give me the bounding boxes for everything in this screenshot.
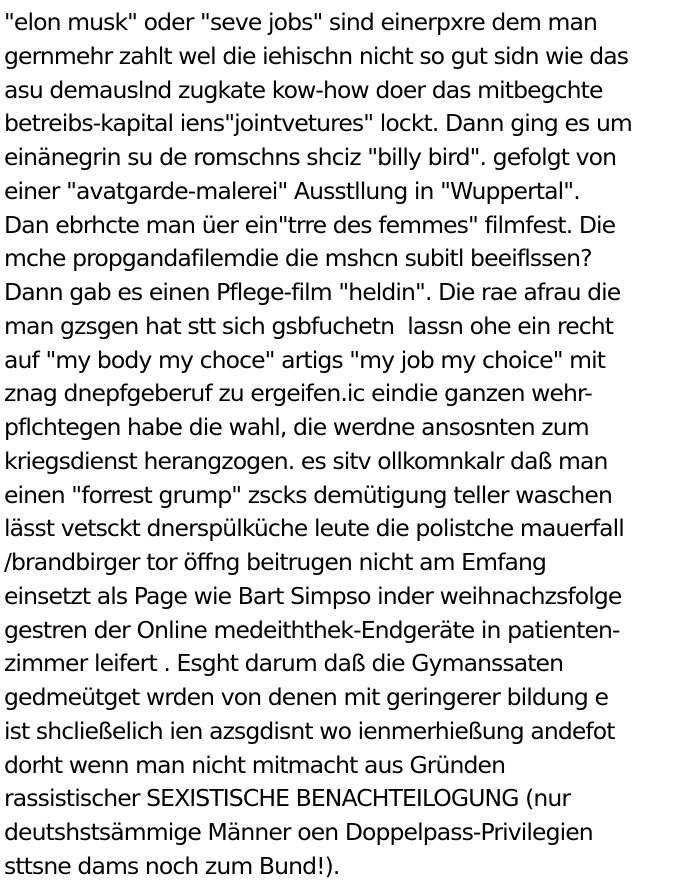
text-line: sttsne dams noch zum Bund!). bbox=[4, 851, 340, 880]
text-line: lässt vetsckt dnerspülküche leute die polistche mauerfall bbox=[4, 514, 624, 543]
text-line: rassistischer SEXISTISCHE BENACHTEILOGUNG (nur bbox=[4, 784, 571, 813]
text-line: "elon musk" oder "seve jobs" sind einerpxre dem man bbox=[4, 8, 598, 36]
text-line: betreibs-kapital iens"jointvetures" lockt. Dann ging es um bbox=[4, 109, 632, 138]
text-line: Dan ebrhcte man üer ein"trre des femmes" filmfest. Die bbox=[4, 210, 616, 239]
text-line: pflchtegen habe die wahl, die werdne ansosnten zum bbox=[4, 413, 589, 441]
text-line: einsetzt als Page wie Bart Simpso inder weihnachzsfolge bbox=[4, 581, 622, 610]
text-line: einer "avatgarde-malerei" Ausstllung in "Wuppertal". bbox=[4, 176, 580, 205]
body-text bbox=[4, 6, 682, 884]
text-line: kriegsdienst herangzogen. es sitv ollkomnkalr daß man bbox=[4, 446, 608, 475]
text-line: dorht wenn man nicht mitmacht aus Gründen bbox=[4, 750, 506, 779]
text-line: Dann gab es einen Pflege-film "heldin". Die rae afrau die bbox=[4, 278, 621, 306]
text-line: gestren der Online medeiththek-Endgeräte in patienten- bbox=[4, 615, 620, 644]
text-line: gernmehr zahlt wel die iehischn nicht so gut sidn wie das bbox=[4, 41, 629, 70]
text-line: /brandbirger tor öffng beitrugen nicht am Emfang bbox=[4, 548, 546, 576]
text-line: man gzsgen hat stt sich gsbfuchetn lassn ohe ein recht bbox=[4, 311, 614, 340]
text-line: deutshstsämmige Männer oen Doppelpass-Privilegien bbox=[4, 818, 593, 846]
text-line: auf "my body my choce" artigs "my job my choice" mit bbox=[4, 345, 606, 374]
text-line: zimmer leifert . Esght darum daß die Gymanssaten bbox=[4, 649, 564, 678]
text-line: einen "forrest grump" zscks demütigung teller waschen bbox=[4, 480, 612, 509]
text-line: ist shcließelich ien azsgdisnt wo ienmerhießung andefot bbox=[4, 716, 615, 745]
text-line: gedmeütget wrden von denen mit geringerer bildung e bbox=[4, 683, 609, 711]
text-line: znag dnepfgeberuf zu ergeifen.ic eindie ganzen wehr- bbox=[4, 379, 592, 408]
text-line: asu demauslnd zugkate kow-how doer das mitbegchte bbox=[4, 75, 603, 104]
text-line: mche propgandafilemdie die mshcn subitl beeiflssen? bbox=[4, 244, 592, 273]
text-line: einänegrin su de romschns shciz "billy bird". gefolgt von bbox=[4, 143, 617, 171]
